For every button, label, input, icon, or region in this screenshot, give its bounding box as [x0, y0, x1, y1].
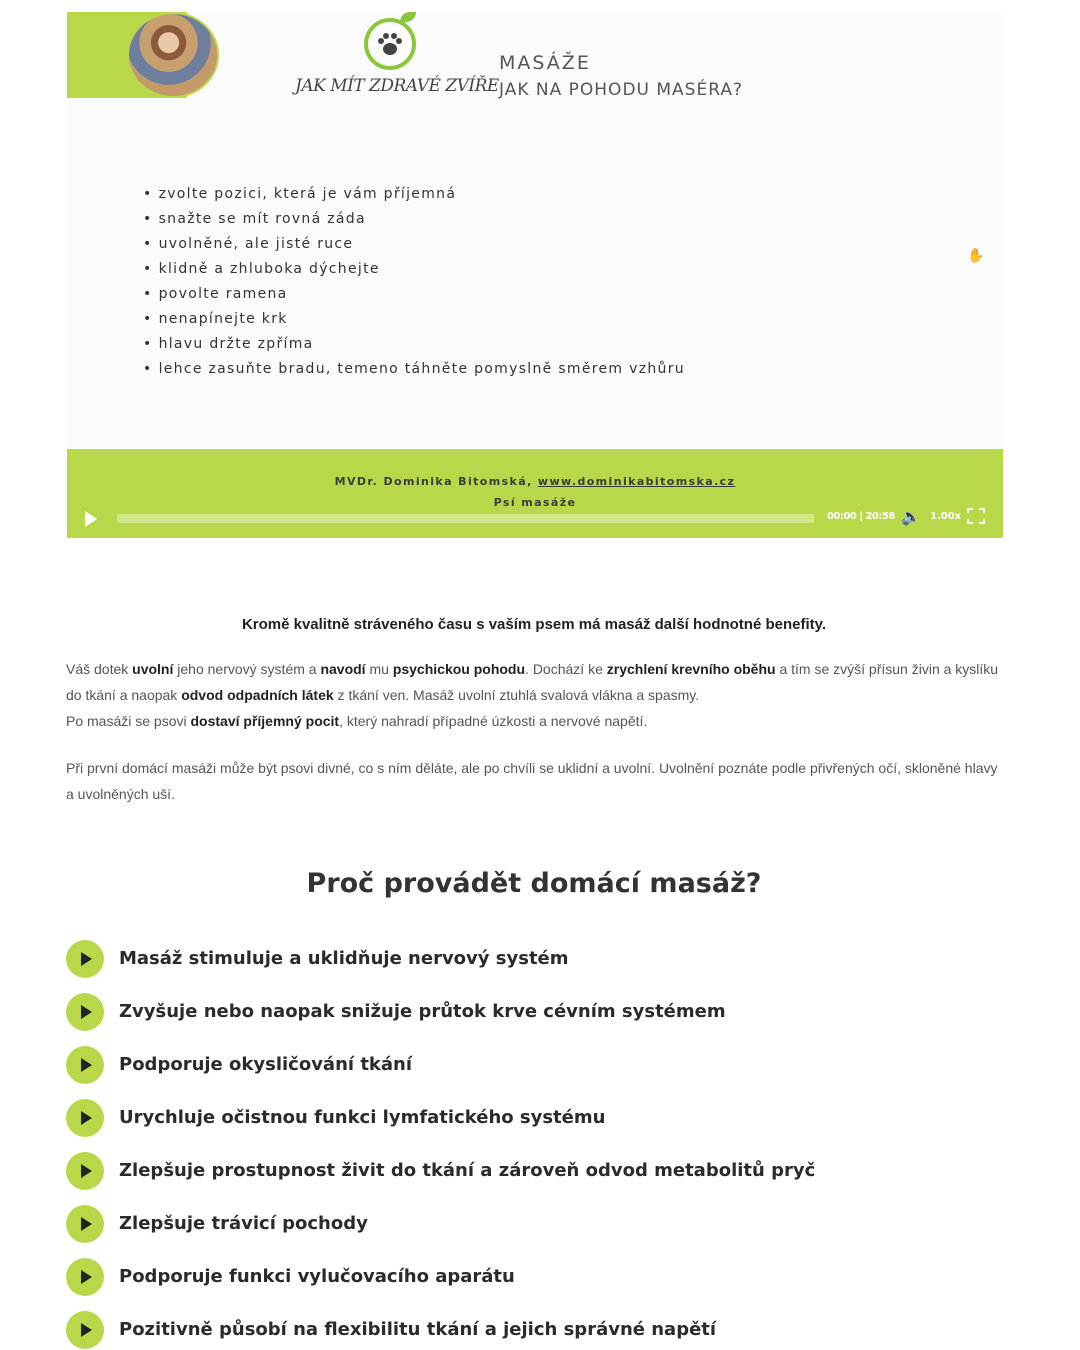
- list-item: [66, 985, 815, 1038]
- bold-text: odvod odpadních látek: [181, 687, 334, 703]
- video-control-bar: [67, 449, 1003, 538]
- brand-logo: [295, 18, 499, 104]
- text: , který nahradí případné úzkosti a nervové napětí.: [339, 713, 648, 729]
- slide-title-main: MASÁŽE: [499, 52, 591, 74]
- speed-button[interactable]: 1.00x: [930, 511, 962, 522]
- slide-bullet: • snažte se mít rovná záda: [143, 207, 685, 232]
- text: jeho nervový systém a: [173, 661, 321, 677]
- text: Váš dotek: [66, 661, 133, 677]
- list-item: [66, 1144, 815, 1197]
- bold-text: dostaví příjemný pocit: [190, 713, 340, 729]
- text: z tkání ven. Masáž uvolní ztuhlá svalová vlákna a spasmy.: [333, 687, 700, 703]
- bold-text: psychickou pohodu: [392, 661, 526, 677]
- volume-icon[interactable]: 🔈: [901, 507, 921, 526]
- slide-credit: [67, 475, 1003, 488]
- text: mu: [365, 661, 393, 677]
- benefit-text: Zlepšuje prostupnost živit do tkání a zároveň odvod metabolitů pryč: [119, 1160, 816, 1181]
- paragraph-first-massage: Při první domácí masáži může být psovi divné, co s ním děláte, ale po chvíli se uklidní a uvolní. Uvolnění poznáte podle přivřených očí, skloněné hlavy a uvolněných uší.: [66, 760, 998, 802]
- credit-name: MVDr. Dominika Bitomská,: [334, 475, 533, 488]
- play-circle-icon: [66, 940, 104, 978]
- benefit-text: Pozitivně působí na flexibilitu tkání a jejich správné napětí: [119, 1319, 717, 1340]
- benefit-list: [66, 932, 815, 1350]
- progress-bar[interactable]: [117, 514, 814, 523]
- fullscreen-icon[interactable]: [967, 508, 985, 524]
- slide-bullet-list: [143, 182, 685, 382]
- slide-bullet: • uvolněné, ale jisté ruce: [143, 232, 685, 257]
- play-circle-icon: [66, 1258, 104, 1296]
- credit-link[interactable]: www.dominikabitomska.cz: [537, 475, 736, 488]
- bold-text: navodí: [320, 661, 366, 677]
- lead-text: Kromě kvalitně stráveného času s vaším psem má masáž další hodnotné benefity.: [241, 616, 827, 633]
- slide-bullet: • lehce zasuňte bradu, temeno táhněte pomyslně směrem vzhůru: [143, 357, 685, 382]
- benefit-text: Zvyšuje nebo naopak snižuje průtok krve cévním systémem: [119, 1001, 726, 1022]
- list-item: [66, 1038, 815, 1091]
- play-circle-icon: [66, 1046, 104, 1084]
- list-item: [66, 1303, 815, 1350]
- play-circle-icon: [66, 1205, 104, 1243]
- play-circle-icon: [66, 1152, 104, 1190]
- section-title: Proč provádět domácí masáž?: [306, 868, 762, 899]
- list-item: [66, 1197, 815, 1250]
- benefit-text: Zlepšuje trávicí pochody: [119, 1213, 368, 1234]
- text: Po masáži se psovi: [66, 713, 191, 729]
- slide-bullet: • klidně a zhluboka dýchejte: [143, 257, 685, 282]
- list-item: [66, 932, 815, 985]
- slide-topic: Psí masáže: [493, 496, 577, 509]
- benefit-text: Podporuje okysličování tkání: [119, 1054, 413, 1075]
- bold-text: uvolní: [132, 661, 174, 677]
- benefit-text: Urychluje očistnou funkci lymfatického systému: [119, 1107, 606, 1128]
- slide-title-sub: JAK NA POHODU MASÉRA?: [499, 80, 743, 100]
- list-item: [66, 1250, 815, 1303]
- play-circle-icon: [66, 993, 104, 1031]
- text: . Dochází ke: [525, 661, 607, 677]
- benefit-text: Podporuje funkci vylučovacího aparátu: [119, 1266, 515, 1287]
- slide-bullet: • zvolte pozici, která je vám příjemná: [143, 182, 685, 207]
- paw-icon: [364, 18, 416, 70]
- paragraph-benefits: [66, 656, 1006, 734]
- benefit-text: Masáž stimuluje a uklidňuje nervový systém: [119, 948, 569, 969]
- slide-bullet: • povolte ramena: [143, 282, 685, 307]
- time-display: 00:00 | 20:58: [827, 511, 895, 522]
- list-item: [66, 1091, 815, 1144]
- slide-bullet: • nenapínejte krk: [143, 307, 685, 332]
- hand-cursor-icon: ✋: [967, 248, 985, 264]
- video-player[interactable]: [67, 12, 1003, 538]
- bold-text: zrychlení krevního oběhu: [606, 661, 776, 677]
- play-button[interactable]: [85, 511, 97, 527]
- play-circle-icon: [66, 1099, 104, 1137]
- text: a tím se zvýší přísun živin a kyslíku do tkání a naopak: [66, 661, 999, 703]
- slide-bullet: • hlavu držte zpříma: [143, 332, 685, 357]
- avatar: [127, 12, 219, 98]
- play-circle-icon: [66, 1311, 104, 1349]
- logo-text: JAK MÍT ZDRAVÉ ZVÍŘE: [295, 76, 499, 96]
- slide-title: [499, 52, 743, 100]
